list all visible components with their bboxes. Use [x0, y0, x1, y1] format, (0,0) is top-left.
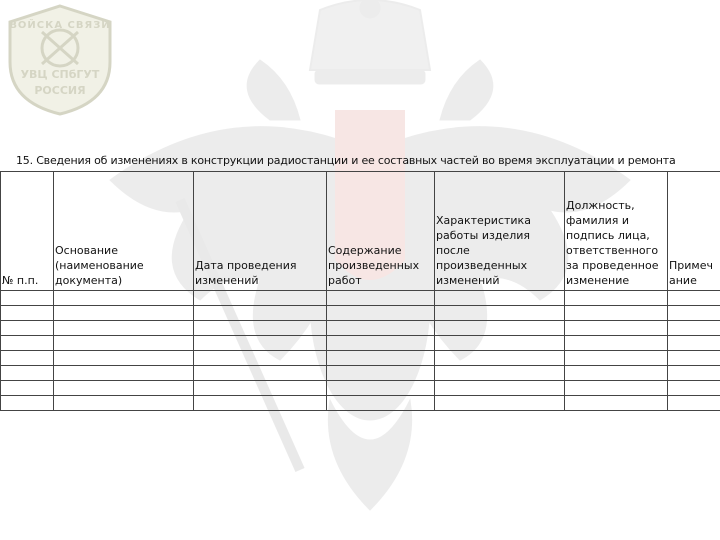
- table-cell[interactable]: [668, 291, 720, 306]
- table-cell[interactable]: [668, 306, 720, 321]
- table-cell[interactable]: [668, 321, 720, 336]
- table-cell[interactable]: [54, 291, 194, 306]
- table-row: [1, 291, 720, 306]
- table-cell[interactable]: [1, 381, 54, 396]
- table-cell[interactable]: [1, 351, 54, 366]
- table-cell[interactable]: [194, 396, 327, 411]
- table-cell[interactable]: [565, 396, 668, 411]
- table-cell[interactable]: [668, 381, 720, 396]
- table-cell[interactable]: [435, 291, 565, 306]
- table-row: [1, 351, 720, 366]
- modifications-table: [0, 171, 720, 411]
- table-cell[interactable]: [565, 306, 668, 321]
- table-row: [1, 306, 720, 321]
- signal-troops-badge: [2, 2, 118, 118]
- table-cell[interactable]: [565, 381, 668, 396]
- table-header-row: [1, 172, 720, 291]
- table-cell[interactable]: [54, 336, 194, 351]
- table-cell[interactable]: [54, 351, 194, 366]
- table-row: [1, 396, 720, 411]
- table-cell[interactable]: [194, 306, 327, 321]
- table-cell[interactable]: [668, 351, 720, 366]
- table-cell[interactable]: [1, 306, 54, 321]
- column-header-content: Содержание произведенных работ: [327, 172, 435, 291]
- table-cell[interactable]: [327, 321, 435, 336]
- column-header-date: Дата проведения изменений: [194, 172, 327, 291]
- table-cell[interactable]: [1, 366, 54, 381]
- table-cell[interactable]: [327, 336, 435, 351]
- badge-bottom-text: РОССИЯ: [34, 84, 86, 97]
- column-header-notes: Примеч ание: [668, 172, 720, 291]
- table-cell[interactable]: [435, 366, 565, 381]
- table-cell[interactable]: [327, 351, 435, 366]
- table-cell[interactable]: [327, 291, 435, 306]
- column-header-responsible: Должность, фамилия и подпись лица, ответственного за проведенное изменение: [565, 172, 668, 291]
- table-cell[interactable]: [1, 291, 54, 306]
- column-header-basis: Основание (наименование документа): [54, 172, 194, 291]
- table-row: [1, 381, 720, 396]
- table-cell[interactable]: [327, 381, 435, 396]
- table-cell[interactable]: [435, 336, 565, 351]
- table-cell[interactable]: [435, 396, 565, 411]
- table-cell[interactable]: [194, 366, 327, 381]
- table-cell[interactable]: [54, 321, 194, 336]
- table-cell[interactable]: [435, 381, 565, 396]
- table-cell[interactable]: [194, 291, 327, 306]
- table-cell[interactable]: [1, 396, 54, 411]
- table-cell[interactable]: [1, 336, 54, 351]
- column-header-number: № п.п.: [1, 172, 54, 291]
- table-cell[interactable]: [194, 381, 327, 396]
- table-cell[interactable]: [194, 351, 327, 366]
- table-cell[interactable]: [54, 381, 194, 396]
- table-cell[interactable]: [565, 321, 668, 336]
- table-row: [1, 336, 720, 351]
- table-cell[interactable]: [565, 291, 668, 306]
- table-cell[interactable]: [565, 351, 668, 366]
- table-row: [1, 366, 720, 381]
- table-cell[interactable]: [1, 321, 54, 336]
- table-cell[interactable]: [668, 366, 720, 381]
- table-body: [1, 291, 720, 411]
- table-cell[interactable]: [327, 366, 435, 381]
- table-cell[interactable]: [565, 336, 668, 351]
- table-cell[interactable]: [565, 366, 668, 381]
- table-cell[interactable]: [54, 306, 194, 321]
- section-title: 15. Сведения об изменениях в конструкции радиостанции и ее составных частей во время эксплуатации и ремонта: [16, 154, 676, 167]
- table-cell[interactable]: [668, 336, 720, 351]
- table-cell[interactable]: [668, 396, 720, 411]
- table-cell[interactable]: [194, 336, 327, 351]
- table-cell[interactable]: [327, 306, 435, 321]
- table-cell[interactable]: [54, 366, 194, 381]
- table-cell[interactable]: [435, 321, 565, 336]
- table-cell[interactable]: [327, 396, 435, 411]
- table-cell[interactable]: [435, 306, 565, 321]
- badge-top-text: ВОЙСКА СВЯЗИ: [9, 20, 111, 31]
- table-cell[interactable]: [54, 396, 194, 411]
- badge-middle-text: УВЦ СПбГУТ: [20, 68, 100, 81]
- table-cell[interactable]: [435, 351, 565, 366]
- table-row: [1, 321, 720, 336]
- column-header-characteristics: Характеристика работы изделия после произведенных изменений: [435, 172, 565, 291]
- table-cell[interactable]: [194, 321, 327, 336]
